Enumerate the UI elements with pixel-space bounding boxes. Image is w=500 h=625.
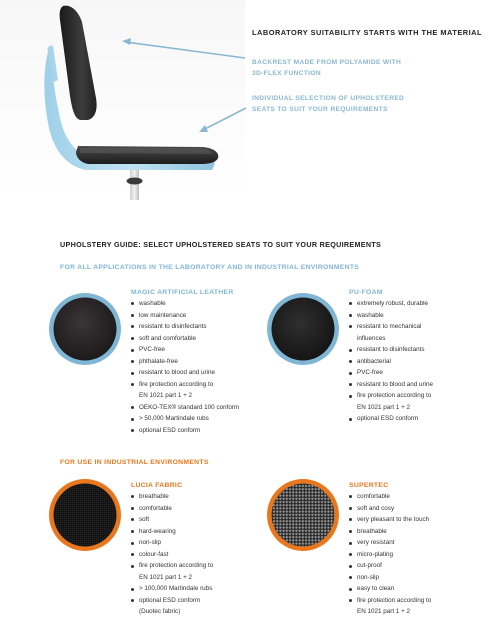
feature-item: optional ESD conform	[131, 595, 213, 607]
feature-item: hard-wearing	[131, 526, 213, 538]
backrest-callout-line-1: BACKREST MADE FROM POLYAMIDE WITH	[252, 59, 402, 66]
feature-item: breathable	[349, 526, 431, 538]
seat-callout-line-1: INDIVIDUAL SELECTION OF UPHOLSTERED	[252, 95, 405, 102]
seat-callout-line-2: SEATS TO SUIT YOUR REQUIREMENTS	[252, 105, 388, 113]
feature-item-continued: EN 1021 part 1 + 2	[139, 392, 193, 400]
feature-item: resistant to disinfectants	[349, 344, 433, 356]
feature-item: fire protection according to	[131, 560, 213, 572]
feature-item: > 100,000 Martindale rubs	[131, 583, 213, 595]
feature-item: extremely robust, durable	[349, 298, 433, 310]
feature-item: resistant to disinfectants	[131, 321, 239, 333]
feature-item: very resistant	[349, 537, 431, 549]
feature-item: colour-fast	[131, 549, 213, 561]
feature-item: cut-proof	[349, 560, 431, 572]
pu-foam-features	[349, 298, 433, 425]
feature-item: optional ESD conform	[131, 425, 239, 437]
supertec-swatch	[266, 478, 340, 552]
feature-item: fire protection according to	[349, 595, 431, 607]
feature-item: PVC-free	[349, 367, 433, 379]
feature-item: phthalate-free	[131, 356, 239, 368]
feature-item-continued: EN 1021 part 1 + 2	[139, 573, 193, 581]
magic-leather-swatch	[48, 292, 122, 366]
page-title: LABORATORY SUITABILITY STARTS WITH THE MATERIAL	[252, 28, 483, 37]
feature-item: optional ESD conform	[349, 413, 433, 425]
feature-item: low maintenance	[131, 310, 239, 322]
feature-item: non-slip	[349, 572, 431, 584]
feature-item: > 50,000 Martindale rubs	[131, 413, 239, 425]
pu-foam-swatch	[266, 292, 340, 366]
feature-item: resistant to blood and urine	[349, 379, 433, 391]
upholstery-guide-title: UPHOLSTERY GUIDE: SELECT UPHOLSTERED SEATS TO SUIT YOUR REQUIREMENTS	[60, 240, 382, 249]
magic-leather-features	[131, 298, 239, 437]
feature-item: washable	[349, 310, 433, 322]
feature-item-continued: EN 1021 part 1 + 2	[357, 403, 411, 411]
magic-leather-title: MAGIC ARTIFICIAL LEATHER	[131, 289, 234, 296]
supertec-title: SUPERTEC	[349, 482, 389, 489]
feature-item: resistant to mechanical	[349, 321, 433, 333]
supertec-features	[349, 491, 431, 618]
feature-item: washable	[131, 298, 239, 310]
industrial-section-heading: FOR USE IN INDUSTRIAL ENVIRONMENTS	[60, 459, 209, 466]
feature-item: easy to clean	[349, 583, 431, 595]
feature-item: soft and comfortable	[131, 333, 239, 345]
feature-item: fire protection according to	[131, 379, 239, 391]
feature-item: soft and cosy	[349, 503, 431, 515]
feature-item: antibacterial	[349, 356, 433, 368]
feature-item-continued: influences	[357, 334, 386, 342]
backrest-callout	[252, 58, 401, 79]
feature-item: breathable	[131, 491, 213, 503]
feature-item: OEKO-TEX® standard 100 conform	[131, 402, 239, 414]
feature-item: soft	[131, 514, 213, 526]
lucia-fabric-swatch	[48, 478, 122, 552]
lucia-fabric-features	[131, 491, 213, 618]
feature-item-continued: (Duotec fabric)	[139, 608, 181, 616]
feature-item: micro-plating	[349, 549, 431, 561]
feature-item: PVC-free	[131, 344, 239, 356]
lab-section-heading: FOR ALL APPLICATIONS IN THE LABORATORY AND IN INDUSTRIAL ENVIRONMENTS	[60, 264, 360, 271]
feature-item: non-slip	[131, 537, 213, 549]
feature-item: comfortable	[131, 503, 213, 515]
feature-item: fire protection according to	[349, 390, 433, 402]
feature-item: very pleasant to the touch	[349, 514, 431, 526]
pu-foam-title: PU-FOAM	[349, 289, 383, 296]
seat-callout	[252, 94, 404, 115]
lucia-fabric-title: LUCIA FABRIC	[131, 482, 183, 489]
backrest-callout-line-2: 3D-FLEX FUNCTION	[252, 69, 321, 77]
feature-item: comfortable	[349, 491, 431, 503]
feature-item: resistant to blood and urine	[131, 367, 239, 379]
feature-item-continued: EN 1021 part 1 + 2	[357, 608, 411, 616]
